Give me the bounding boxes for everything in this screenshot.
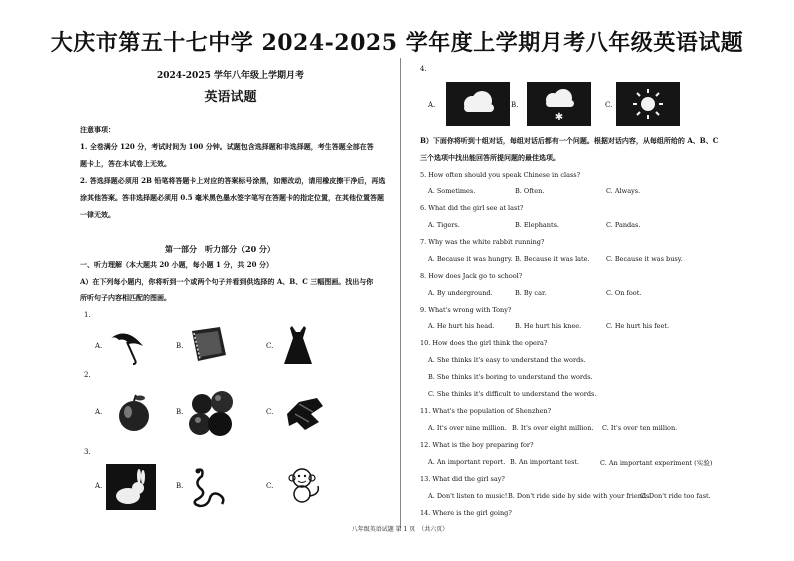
dress-icon	[276, 324, 320, 366]
apple-icon	[112, 392, 156, 434]
question-6: 6. What did the girl see at last?	[420, 204, 524, 212]
question-7: 7. Why was the white rabbit running?	[420, 238, 545, 246]
q6-option-b: B. Elephants.	[515, 221, 560, 229]
section-one-heading: 一、听力理解（本大题共 20 小题，每小题 1 分，共 20 分）	[80, 260, 273, 269]
notice-1a: 1. 全卷满分 120 分，考试时间为 100 分钟。试题包含选择题和非选择题，考生答题全部在答	[80, 142, 374, 151]
q3-option-c: C.	[266, 482, 274, 490]
sunny-icon	[616, 82, 680, 126]
question-12: 12. What is the boy preparing for?	[420, 441, 534, 449]
question-9: 9. What's wrong with Tony?	[420, 306, 512, 314]
q8-option-a: A. By underground.	[428, 289, 493, 297]
q9-option-b: B. He hurt his knee.	[515, 322, 582, 330]
exam-banner-title: 大庆市第五十七中学 2024-2025 学年度上学期月考八年级英语试题	[50, 30, 744, 56]
year-title: 2024-2025 学年八年级上学期月考	[157, 71, 304, 81]
q1-option-b: B.	[176, 342, 184, 350]
q3-option-b: B.	[176, 482, 184, 490]
q6-option-c: C. Pandas.	[606, 221, 641, 229]
part-one-heading: 第一部分 听力部分（20 分）	[165, 244, 275, 254]
q8-option-c: C. On foot.	[606, 289, 642, 297]
notice-1b: 题卡上，答在本试卷上无效。	[80, 159, 171, 168]
question-11: 11. What's the population of Shenzhen?	[420, 407, 552, 415]
question-13: 13. What did the girl say?	[420, 475, 505, 483]
question-14: 14. Where is the girl going?	[420, 509, 512, 517]
q11-option-b: B. It's over eight million.	[512, 424, 594, 432]
q6-option-a: A. Tigers.	[428, 221, 460, 229]
section-b-instructions-1: B）下面你将听到十组对话，每组对话后都有一个问题。根据对话内容，从每组所给的 A、B、C	[420, 136, 719, 145]
question-2-number: 2.	[84, 371, 91, 379]
snake-icon	[186, 466, 230, 508]
q11-option-c: C. It's over ten million.	[602, 424, 678, 432]
q4-option-b: B.	[511, 101, 519, 109]
question-8: 8. How does Jack go to school?	[420, 272, 523, 280]
q12-option-a: A. An important report.	[428, 458, 506, 466]
cloth-icon	[283, 392, 327, 434]
q8-option-b: B. By car.	[515, 289, 547, 297]
q7-option-c: C. Because it was busy.	[606, 255, 683, 263]
q7-option-b: B. Because it was late.	[515, 255, 590, 263]
notice-2a: 2. 答选择题必须用 2B 铅笔将答题卡上对应的答案标号涂黑，如需改动，请用橡皮擦干净后，再选	[80, 176, 386, 185]
question-3-number: 3.	[84, 448, 91, 456]
umbrella-icon	[105, 324, 149, 366]
q2-option-a: A.	[95, 408, 103, 416]
question-10: 10. How does the girl think the opera?	[420, 339, 548, 347]
section-a-instructions-1: A）在下列每小题内，你将听到一个或两个句子并看到供选择的 A、B、C 三幅图画。找出与你	[80, 277, 374, 286]
notice-2c: 一律无效。	[80, 210, 115, 219]
q13-option-b: B. Don't ride side by side with your friends.	[508, 492, 652, 500]
q5-option-b: B. Often.	[515, 187, 545, 195]
q7-option-a: A. Because it was hungry.	[428, 255, 513, 263]
subject-title: 英语试题	[204, 90, 257, 105]
page-footer: 八年级英语试题 第 1 页 （共六页）	[351, 526, 449, 533]
q10-option-a: A. She thinks it's easy to understand the words.	[428, 356, 586, 364]
q5-option-c: C. Always.	[606, 187, 641, 195]
q11-option-a: A. It's over nine million.	[428, 424, 507, 432]
question-5: 5. How often should you speak Chinese in class?	[420, 171, 581, 179]
column-divider	[400, 58, 401, 528]
q12-option-b: B. An important test.	[510, 458, 580, 466]
q10-option-b: B. She thinks it's boring to understand the words.	[428, 373, 593, 381]
q9-option-a: A. He hurt his head.	[428, 322, 495, 330]
notebook-icon	[186, 323, 230, 365]
fruit-pile-icon	[188, 388, 238, 438]
notice-heading: 注意事项：	[80, 125, 115, 134]
q5-option-a: A. Sometimes.	[428, 187, 476, 195]
rabbit-icon	[106, 464, 156, 510]
question-1-number: 1.	[84, 311, 91, 319]
q4-option-c: C.	[605, 101, 613, 109]
q10-option-c: C. She thinks it's difficult to understand the words.	[428, 390, 597, 398]
q1-option-c: C.	[266, 342, 274, 350]
q1-option-a: A.	[95, 342, 103, 350]
svg-text:✱: ✱	[554, 112, 564, 123]
cloudy-icon	[446, 82, 510, 126]
monkey-icon	[282, 464, 326, 506]
q13-option-a: A. Don't listen to music!	[428, 492, 508, 500]
q2-option-c: C.	[266, 408, 274, 416]
q3-option-a: A.	[95, 482, 103, 490]
notice-2b: 涂其他答案。答非选择题必须用 0.5 毫米黑色墨水签字笔写在答题卡的指定位置，在其他位置答题	[80, 193, 385, 202]
q9-option-c: C. He hurt his feet.	[606, 322, 670, 330]
q13-option-c: C. Don't ride too fast.	[640, 492, 711, 500]
question-4-number: 4.	[420, 65, 427, 73]
q2-option-b: B.	[176, 408, 184, 416]
snow-icon	[527, 82, 591, 126]
q4-option-a: A.	[428, 101, 436, 109]
section-b-instructions-2: 三个选项中找出能回答所提问题的最佳选项。	[420, 153, 560, 162]
q12-option-c: C. An important experiment (实验)	[600, 459, 713, 467]
section-a-instructions-2: 所听句子内容相匹配的图画。	[80, 293, 171, 302]
